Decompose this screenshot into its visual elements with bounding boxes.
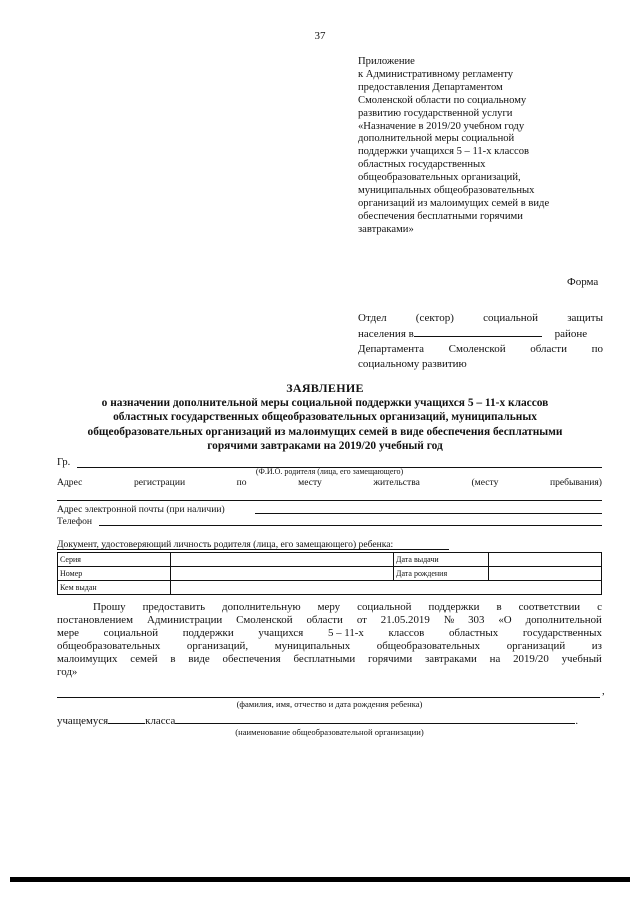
appendix-line: завтраками»: [358, 223, 414, 235]
appendix-line: предоставления Департаментом: [358, 81, 503, 93]
request-word: с: [597, 601, 602, 613]
dept-word: области: [530, 343, 567, 355]
request-word: учащихся: [258, 627, 304, 639]
issue-date-label: Дата выдачи: [394, 553, 489, 567]
fio-hint: (Ф.И.О. родителя (лица, его замещающего): [255, 467, 404, 476]
issued-by-label: Кем выдан: [58, 581, 171, 595]
request-word: общеобразовательных: [57, 640, 161, 652]
dept-word: защиты: [567, 312, 603, 324]
series-label: Серия: [58, 553, 171, 567]
address-word: жительства: [373, 477, 420, 488]
request-word: 5 – 11-х: [327, 627, 364, 639]
title-line: областных государственных общеобразовательных организаций, муниципальных: [113, 411, 537, 424]
request-word: от: [356, 614, 367, 626]
request-word: завтраками: [424, 653, 477, 665]
child-name-input-line[interactable]: [57, 687, 600, 698]
request-word: 303: [468, 614, 485, 626]
request-word: организаций: [506, 640, 566, 652]
phone-label: Телефон: [57, 516, 93, 527]
title-heading: ЗАЯВЛЕНИЕ: [286, 381, 364, 395]
request-word: семей: [130, 653, 158, 665]
request-word: Смоленской: [236, 614, 293, 626]
address-word: по: [236, 477, 247, 488]
request-word: малоимущих: [57, 653, 118, 665]
page-number: 37: [314, 30, 326, 42]
request-word: дополнительную: [222, 601, 301, 613]
request-word: Администрации: [146, 614, 223, 626]
title-line: горячими завтраками на 2019/20 учебный год: [207, 440, 443, 453]
request-word: поддержки: [428, 601, 480, 613]
dept-word: по: [591, 343, 603, 355]
request-word: виде: [188, 653, 210, 665]
title-line: общеобразовательных организаций из малоимущих семей в виде обеспечения бесплатными: [87, 425, 563, 438]
request-word: обеспечения: [222, 653, 281, 665]
request-word: общеобразовательных: [376, 640, 481, 652]
class-number-input-line[interactable]: [108, 713, 145, 724]
appendix-line: обеспечения бесплатными горячими: [358, 210, 523, 222]
request-word: меру: [317, 601, 341, 613]
appendix-line: к Административному регламенту: [358, 68, 514, 80]
child-fields: [57, 0, 612, 905]
email-label: Адрес электронной почты (при наличии): [57, 504, 225, 515]
request-word: «О: [498, 614, 512, 626]
request-word: в: [170, 653, 176, 665]
dept-word: Смоленской: [448, 343, 506, 355]
request-word: областных: [448, 627, 499, 639]
request-word: соответствии: [518, 601, 581, 613]
request-word: дополнительной: [525, 614, 602, 626]
request-word: из: [591, 640, 602, 652]
dept-word: социальной: [483, 312, 538, 324]
appendix-line: областных государственных: [358, 159, 486, 171]
dept-word: Отдел: [358, 312, 387, 324]
request-word: 21.05.2019: [380, 614, 430, 626]
request-word: постановлением: [57, 614, 134, 626]
child-name-comma: ,: [602, 685, 605, 697]
address-word: регистрации: [133, 477, 186, 488]
dept-word: (сектор): [415, 312, 454, 324]
address-word: пребывания): [549, 477, 602, 488]
address-word: месту: [298, 477, 322, 488]
request-word: на: [489, 653, 501, 665]
request-word: государственных: [522, 627, 602, 639]
request-word: Прошу: [93, 601, 126, 613]
request-word: 2019/20: [513, 653, 549, 665]
appendix-line: развитию государственной услуги: [358, 107, 513, 119]
title-line: о назначении дополнительной меры социальной поддержки учащихся 5 – 11-х классов: [101, 396, 549, 409]
identity-document-label: Документ, удостоверяющий личность родителя (лица, его замещающего) ребенка:: [57, 539, 394, 550]
request-word: предоставить: [142, 601, 206, 613]
request-word: социальной: [103, 627, 159, 639]
appendix-line: муниципальных общеобразовательных: [358, 185, 535, 197]
dept-line-4: социальному развитию: [358, 358, 467, 370]
request-word: горячими: [368, 653, 413, 665]
dept-district-suffix: районе: [554, 328, 588, 340]
student-row-period: .: [575, 715, 579, 727]
appendix-line: организаций из малоимущих семей в виде: [358, 197, 550, 209]
student-row: [57, 713, 578, 727]
gr-label: Гр.: [57, 457, 71, 468]
dept-word: Департамента: [358, 343, 425, 355]
request-word: в: [496, 601, 502, 613]
request-word: учебный: [561, 653, 602, 665]
appendix-line: поддержки учащихся 5 – 11-х классов: [358, 146, 529, 158]
request-word: год»: [57, 666, 78, 678]
appendix-line: общеобразовательных организаций,: [358, 172, 521, 184]
organization-hint: (наименование общеобразовательной организации): [235, 727, 424, 737]
request-word: поддержки: [182, 627, 234, 639]
request-word: социальной: [357, 601, 412, 613]
address-word: Адрес: [57, 477, 83, 488]
appendix-line: Смоленской области по социальному: [358, 94, 527, 106]
appendix-line: дополнительной меры социальной: [358, 133, 515, 145]
number-label: Номер: [58, 567, 171, 581]
address-word: (месту: [471, 477, 499, 488]
class-label: класса: [145, 715, 176, 727]
appendix-line: «Назначение в 2019/20 учебном году: [358, 120, 525, 132]
student-label: учащемуся: [57, 715, 109, 727]
birth-date-label: Дата рождения: [394, 567, 489, 581]
organization-input-line[interactable]: [175, 713, 575, 724]
request-word: муниципальных: [274, 640, 351, 652]
child-name-hint: (фамилия, имя, отчество и дата рождения ребенка): [236, 699, 423, 709]
request-word: области: [306, 614, 343, 626]
form-label: Форма: [567, 276, 599, 288]
request-word: мере: [57, 627, 80, 639]
request-word: №: [443, 614, 455, 626]
dept-district-label: населения в: [358, 328, 414, 340]
appendix-line: Приложение: [358, 56, 415, 67]
request-word: организаций,: [186, 640, 249, 652]
request-word: классов: [388, 627, 425, 639]
request-word: бесплатными: [293, 653, 356, 665]
scan-border-bar: [10, 877, 630, 882]
